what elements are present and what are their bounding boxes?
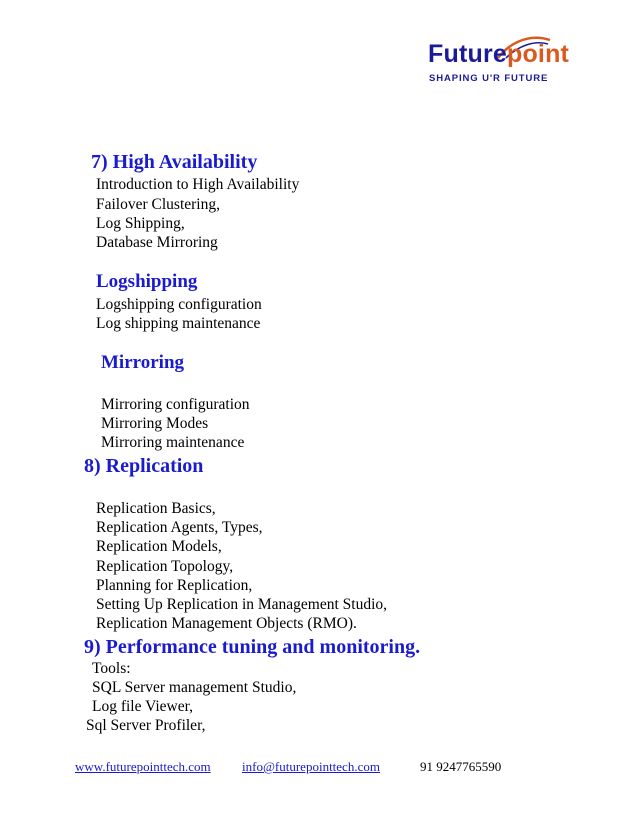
logo-tagline: SHAPING U'R FUTURE — [429, 73, 549, 84]
list-item: Replication Basics, — [96, 500, 216, 517]
list-item: Sql Server Profiler, — [86, 717, 206, 734]
heading-high-availability: 7) High Availability — [91, 151, 258, 173]
list-item: Failover Clustering, — [96, 196, 220, 213]
list-item: Mirroring configuration — [101, 396, 250, 413]
heading-replication: 8) Replication — [84, 455, 204, 477]
futurepoint-logo — [428, 40, 570, 94]
heading-performance: 9) Performance tuning and monitoring. — [84, 636, 421, 658]
website-link[interactable]: www.futurepointtech.com — [75, 759, 211, 774]
logo-word-point: point — [506, 40, 570, 68]
list-item: Replication Management Objects (RMO). — [96, 615, 357, 632]
list-item: Introduction to High Availability — [96, 176, 300, 193]
footer-phone: 91 9247765590 — [420, 759, 502, 774]
list-item: Tools: — [92, 660, 131, 677]
list-item: Logshipping configuration — [96, 296, 262, 313]
list-item: Replication Agents, Types, — [96, 519, 263, 536]
footer-email[interactable] — [242, 759, 380, 775]
list-item: Mirroring Modes — [101, 415, 209, 432]
footer-website[interactable] — [75, 759, 211, 775]
list-item: Planning for Replication, — [96, 577, 253, 594]
list-item: Replication Models, — [96, 538, 222, 555]
logo-wordmark — [428, 40, 569, 69]
list-item: Log Shipping, — [96, 215, 185, 232]
email-link[interactable]: info@futurepointtech.com — [242, 759, 380, 774]
list-item: Database Mirroring — [96, 234, 218, 251]
list-item: Setting Up Replication in Management Studio, — [96, 596, 388, 613]
logo-word-future: Future — [428, 40, 507, 68]
list-item: Log shipping maintenance — [96, 315, 261, 332]
list-item: Log file Viewer, — [92, 698, 194, 715]
list-item: Replication Topology, — [96, 558, 234, 575]
list-item: Mirroring maintenance — [101, 434, 245, 451]
heading-mirroring: Mirroring — [101, 352, 185, 373]
heading-logshipping: Logshipping — [96, 271, 198, 292]
list-item: SQL Server management Studio, — [92, 679, 297, 696]
